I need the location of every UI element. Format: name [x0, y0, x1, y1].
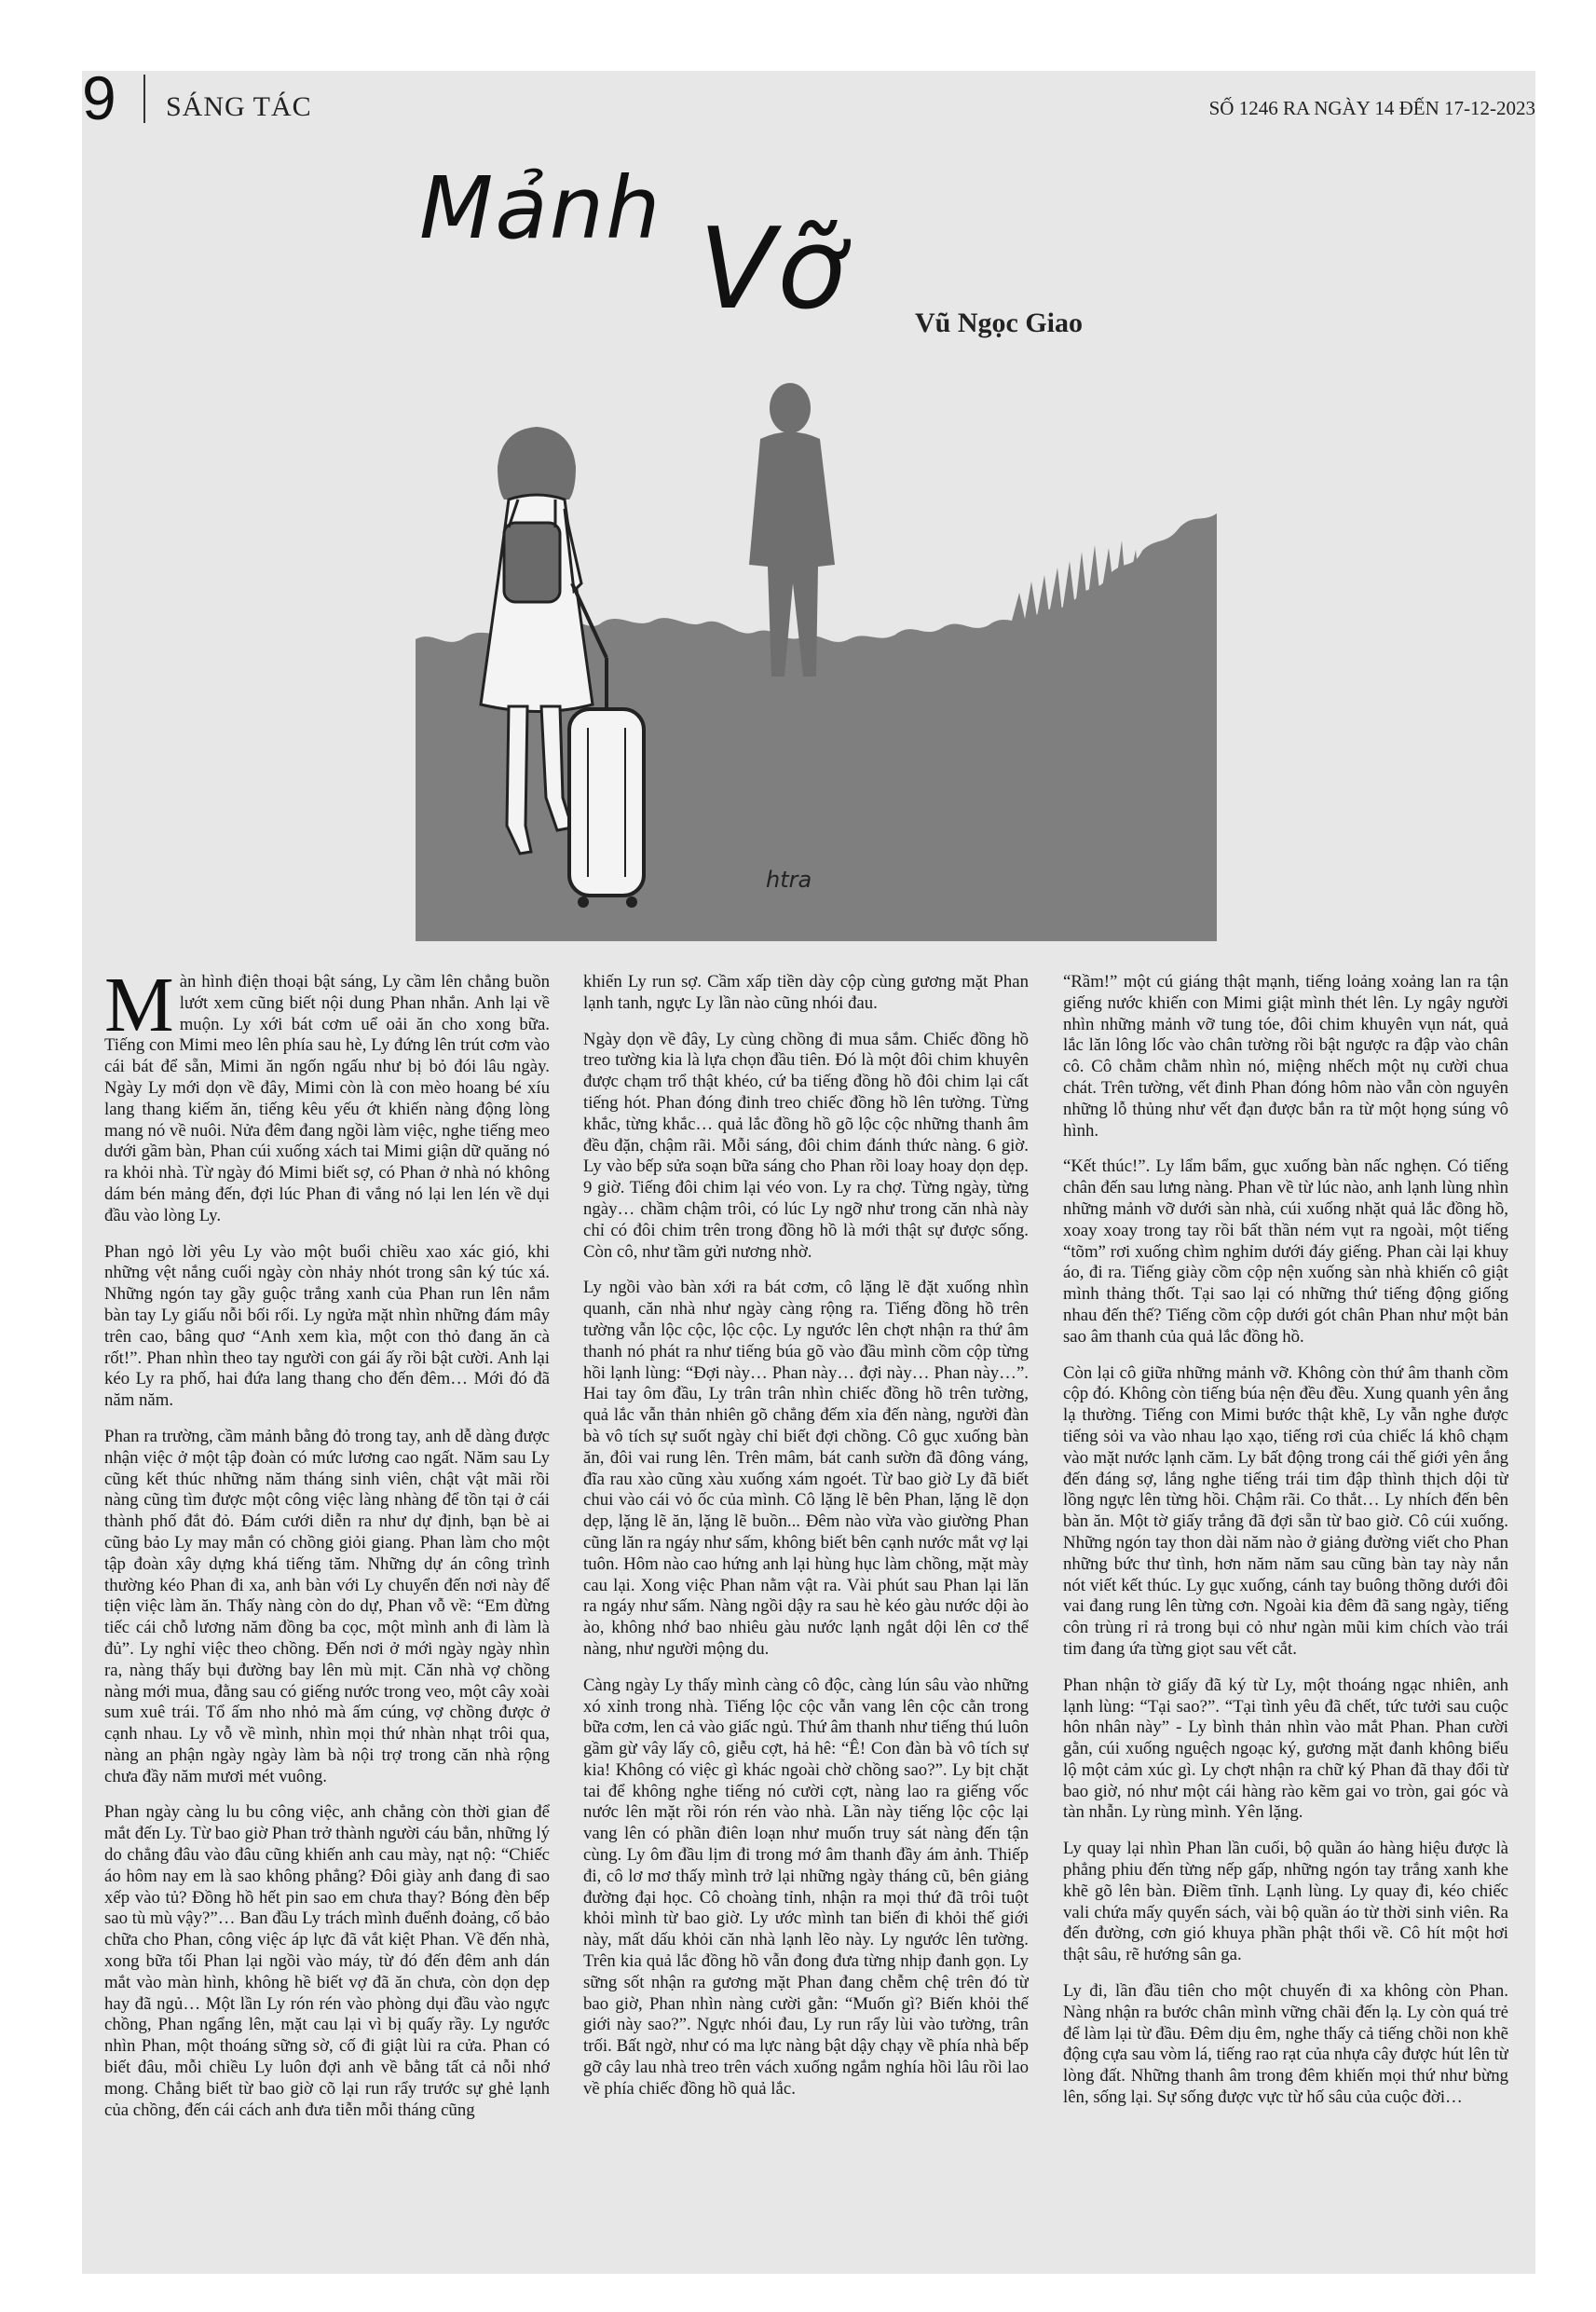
issue-info: SỐ 1246 RA NGÀY 14 ĐẾN 17-12-2023: [1208, 97, 1535, 119]
paragraph: Ly đi, lần đầu tiên cho một chuyến đi xa không còn Phan. Nàng nhận ra bước chân mình vững chãi đến lạ. Ly còn quá trẻ để làm lại từ đầu. Đêm dịu êm, nghe thấy cả tiếng chồi non khẽ động cựa sau vòm lá, tiếng rao rạt của nhựa cây được hút lên từ lòng đất. Những thanh âm trong đêm khiến mọi thứ như bừng lên, sống lại. Sự sống được vực từ hố sâu của cuộc đời…: [1063, 1981, 1508, 2108]
drop-cap: M: [104, 972, 174, 1048]
header-divider: [143, 75, 145, 123]
article-title: [419, 158, 941, 335]
paragraph: Ngày dọn về đây, Ly cùng chồng đi mua sắm. Chiếc đồng hồ treo tường kia là lựa chọn đầu tiên. Đó là một đôi chim khuyên được chạm trổ thật khéo, cứ ba tiếng đồng hồ đôi chim lại cất tiếng hót. Phan đóng đinh treo chiếc đồng hồ lên tường. Từng khắc, từng khắc… quả lắc đồng hồ gõ lộc cộc những thanh âm đều đặn, chậm rãi. Mỗi sáng, đôi chim đánh thức nàng. 6 giờ. Ly vào bếp sửa soạn bữa sáng cho Phan rồi loay hoay dọn dẹp. 9 giờ. Tiếng đôi chim lại véo von. Ly ra chợ. Từng ngày, từng ngày… chầm chậm trôi, có lúc Ly ngỡ như trong căn nhà này chỉ có đôi chim trên trong đồng hồ là mới thật sự được sống. Còn cô, như tầm gửi nương nhờ.: [583, 1029, 1029, 1262]
paragraph-1: [104, 972, 550, 1227]
title-word-2: Vỡ: [699, 205, 848, 335]
section-name: SÁNG TÁC: [166, 91, 312, 122]
page-number: 9: [82, 63, 116, 132]
article-column-1: [104, 972, 550, 2249]
paragraph: khiến Ly run sợ. Cầm xấp tiền dày cộp cùng gương mặt Phan lạnh tanh, ngực Ly lần nào cũng nhói đau.: [583, 972, 1029, 1013]
article-column-2: [583, 972, 1029, 2249]
paragraph: “Rầm!” một cú giáng thật mạnh, tiếng loảng xoảng lan ra tận giếng nước khiến con Mimi giật mình thét lên. Ly ngây người nhìn những mảnh vỡ tung tóe, đôi chim khuyên vụn nát, quả lắc lăn lông lốc vào chân tường rồi bật ngược ra đập vào chân cô. Cô chằm chằm nhìn nó, miệng nhếch một nụ cười chua chát. Trên tường, vết đinh Phan đóng hôm nào vẫn còn nguyên những lỗ thủng như vết đạn được bắn ra từ một họng súng vô hình.: [1063, 972, 1508, 1141]
first-paragraph-text: àn hình điện thoại bật sáng, Ly cầm lên chẳng buồn lướt xem cũng biết nội dung Phan nhắn. Anh lại về muộn. Ly xới bát cơm uể oải ăn cho xong bữa. Tiếng con Mimi meo lên phía sau hè, Ly đứng lên trút cơm vào cái bát để sẵn, Mimi ăn ngốn ngấu như bị bỏ đói lâu ngày. Ngày Ly mới dọn về đây, Mimi còn là con mèo hoang bé xíu lang thang kiếm ăn, tiếng kêu yếu ớt khiến nàng động lòng mang nó về nuôi. Nửa đêm đang ngồi làm việc, nghe tiếng meo dưới gầm bàn, Phan cúi xuống xách tai Mimi giận dữ quăng nó ra khỏi nhà. Từ ngày đó Mimi biết sợ, có Phan ở nhà nó không dám bén mảng đến, đợi lúc Phan đi vắng nó lại len lén về dụi đầu vào lòng Ly.: [104, 972, 550, 1225]
paragraph: Phan ra trường, cầm mảnh bằng đỏ trong tay, anh dễ dàng được nhận việc ở một tập đoàn có mức lương cao ngất. Năm sau Ly cũng kết thúc những năm tháng sinh viên, chật vật mãi rồi nàng cũng tìm được một công việc làng nhàng để tồn tại ở cái thành phố đắt đỏ. Đám cưới diễn ra như dự định, bạn bè ai cũng bảo Ly may mắn có chồng giỏi giang. Phan làm cho một tập đoàn xây dựng khá tiếng tăm. Những dự án công trình thường kéo Phan đi xa, anh bàn với Ly chuyển đến nơi này để tiện việc làm ăn. Thấy nàng còn do dự, Phan vỗ về: “Em đừng tiếc cái chỗ lương năm đồng ba cọc, một mình anh đi làm là đủ”. Ly nghỉ việc theo chồng. Đến nơi ở mới ngày ngày nhìn ra, nàng thấy bụi đường bay lên mù mịt. Căn nhà vợ chồng nàng mới mua, đằng sau có giếng nước trong veo, một cây xoài sum xuê trái. Tổ ấm nho nhỏ mà ấm cúng, vợ chồng được ở cạnh nhau. Ly vỗ về mình, nhìn mọi thứ nhàn nhạt trôi qua, nàng an phận ngày ngày làm bà nội trợ trong căn nhà rộng chưa đầy năm mươi mét vuông.: [104, 1426, 550, 1786]
paragraph: Càng ngày Ly thấy mình càng cô độc, càng lún sâu vào những xó xỉnh trong nhà. Tiếng lộc cộc vẫn vang lên cộc cằn trong bữa cơm, len cả vào giấc ngủ. Thứ âm thanh như tiếng thú luôn gầm gừ vây lấy cô, giễu cợt, hả hê: “Ê! Con đàn bà vô tích sự kia! Không có việc gì khác ngoài chờ chồng sao?”. Ly bịt chặt tai để không nghe tiếng nó cười cợt, nàng lao ra giếng vốc nước lên mặt rồi rón rén vào nhà. Lần này tiếng lộc cộc lại vang lên có phần điên loạn như muốn truy sát nàng đến tận cùng. Ly ôm đầu lịm đi trong mớ âm thanh đầy ám ảnh. Thiếp đi, cô lơ mơ thấy mình trở lại những ngày tháng cũ, bên giảng đường đại học. Cô choàng tỉnh, nhận ra mọi thứ đã trôi tuột khỏi mình từ bao giờ. Ly ước mình tan biến đi khỏi thế giới này, mất dấu khỏi căn nhà lạnh lẽo này. Ly ngước lên tường. Trên kia quả lắc đồng hồ vẫn đong đưa từng nhịp đanh gọn. Ly sững sốt nhận ra gương mặt Phan đang chễm chệ trên đó từ bao giờ, Phan nhìn nàng cười gằn: “Muốn gì? Biến khỏi thế giới này sao?”. Ngực nhói đau, Ly run rẩy lùi vào tường, trân trối. Bất ngờ, như có ma lực nàng bật dậy chạy về phía nhà bếp gỡ cây lau nhà treo trên vách xuống ngắm nghía hồi lâu rồi lao về phía chiếc đồng hồ quả lắc.: [583, 1675, 1029, 2099]
article-author: Vũ Ngọc Giao: [915, 308, 1083, 338]
paragraph: Ly quay lại nhìn Phan lần cuối, bộ quần áo hàng hiệu được là phẳng phiu đến từng nếp gấp, những ngón tay trắng xanh khe khẽ gõ lên bàn. Điềm tĩnh. Lạnh lùng. Ly quay đi, kéo chiếc vali chứa mấy quyển sách, vài bộ quần áo từ thời sinh viên. Ra đến đường, cơn gió khuya phần phật thổi về. Cô hít một hơi thật sâu, rẽ hướng sân ga.: [1063, 1839, 1508, 1965]
paragraph: Còn lại cô giữa những mảnh vỡ. Không còn thứ âm thanh cồm cộp đó. Không còn tiếng búa nện đều đều. Xung quanh yên ắng lạ thường. Tiếng con Mimi bước thật khẽ, Ly vẫn nghe được tiếng sỏi va vào nhau lạo xạo, tiếng rơi của chiếc lá khô chạm vào mặt nước lạnh căm. Ly bất động trong cái thế giới yên ắng đến đáng sợ, lắng nghe tiếng trái tim đập thình thịch dội từ lồng ngực lên từng hồi. Chậm rãi. Co thắt… Ly nhích đến bên bàn ăn. Một tờ giấy trắng đã đợi sẵn từ bao giờ. Cô cúi xuống. Những ngón tay thon dài năm nào ở giảng đường viết cho Phan những bức thư tình, hơn năm năm sau cũng bàn tay này nắn nót viết kết thúc. Ly gục xuống, cánh tay buông thõng dưới đôi vai đang rung lên từng cơn. Ngoài kia đêm đã sang ngày, tiếng côn trùng rỉ rả trong bụi cỏ như ngàn mũi kim chích vào trái tim đang ứa từng giọt sau vết cắt.: [1063, 1362, 1508, 1659]
paragraph: Phan nhận tờ giấy đã ký từ Ly, một thoáng ngạc nhiên, anh lạnh lùng: “Tại sao?”. “Tại tình yêu đã chết, tức tưởi sau cuộc hôn nhân này” - Ly bình thản nhìn vào mắt Phan. Phan cười gằn, cúi xuống nguệch ngoạc ký, gương mặt đanh không biểu lộ một cảm xúc gì. Ly chợt nhận ra chữ ký Phan đã thay đổi từ bao giờ, nó như một cái hàng rào kẽm gai vo tròn, gai góc và tàn nhẫn. Ly rùng mình. Yên lặng.: [1063, 1675, 1508, 1823]
illustration-signature: htra: [766, 867, 812, 893]
paragraph: Phan ngỏ lời yêu Ly vào một buổi chiều xao xác gió, khi những vệt nắng cuối ngày còn nhảy nhót trong sân ký túc xá. Những ngón tay gầy guộc trắng xanh của Phan run lên nắm bàn tay Ly giấu nỗi bối rối. Ly ngửa mặt nhìn những đám mây trên cao, bâng quơ “Anh xem kìa, một con thỏ đang ăn cà rốt!”. Phan nhìn theo tay người con gái ấy rồi bật cười. Anh lại kéo Ly ra phố, hai đứa lang thang cho đến đêm… Mới đó đã năm năm.: [104, 1241, 550, 1411]
paragraph: Ly ngồi vào bàn xới ra bát cơm, cô lặng lẽ đặt xuống nhìn quanh, căn nhà như ngày càng rộng ra. Tiếng đồng hồ trên tường vẫn lộc cộc, lộc cộc. Ly ngước lên chợt nhận ra thứ âm thanh nó phát ra như tiếng búa gõ vào đầu mình cồm cộp từng hồi lạnh lùng: “Đợi này… Phan này… đợi này… Phan này…”. Hai tay ôm đầu, Ly trân trân nhìn chiếc đồng hồ trên tường, quả lắc vẫn thản nhiên gõ chẳng đếm xỉa đến nàng, người đàn bà vô tích sự suốt ngày chỉ biết đợi chồng. Cô gục xuống bàn ăn, đôi vai rung lên. Trên mâm, bát canh sườn đã đông váng, đĩa rau xào cũng xàu xuống xám ngoét. Từ bao giờ Ly đã biết chui vào cái vỏ ốc của mình. Cô lặng lẽ bên Phan, lặng lẽ dọn dẹp, lặng lẽ ăn, lặng lẽ buồn... Đêm nào vừa vào giường Phan cũng lăn ra ngáy như sấm, không biết bên cạnh nước mắt vợ lại tuôn. Hôm nào cao hứng anh lại hùng hục làm chồng, mặt mày cau lại. Xong việc Phan nằm vật ra. Vài phút sau Phan lại lăn ra ngáy như sấm. Nàng ngồi dậy ra sau hè kéo gàu nước dội ào ào, không nhớ bao nhiêu gàu nước lạnh ngắt dội lên cơ thể nàng, như người mộng du.: [583, 1278, 1029, 1659]
title-word-1: Mảnh: [419, 158, 662, 258]
paragraph: “Kết thúc!”. Ly lẩm bẩm, gục xuống bàn nấc nghẹn. Có tiếng chân đến sau lưng nàng. Phan về từ lúc nào, anh lạnh lùng nhìn những mảnh vỡ dưới sàn nhà, cúi xuống nhặt quả lắc đồng hồ, xoay xoay trong tay rồi bất thần ném vụt ra ngoài, một tiếng “tõm” rơi xuống chìm nghỉm dưới đáy giếng. Phan cài lại khuy áo, đi ra. Tiếng giày cồm cộp nện xuống sàn nhà khiến cô giật mình thảng thốt. Tại sao lại có những thứ tiếng động giống nhau đến thế? Tiếng cồm cộp dưới gót chân Phan như một bản sao âm thanh của quả lắc đồng hồ.: [1063, 1156, 1508, 1347]
article-column-3: [1063, 972, 1508, 2249]
paragraph: Phan ngày càng lu bu công việc, anh chẳng còn thời gian để mắt đến Ly. Từ bao giờ Phan trở thành người cáu bẳn, những lý do chẳng đâu vào đâu cũng khiến anh cau mày, nạt nộ: “Chiếc áo hôm nay em là sao không phẳng? Đôi giày anh đang đi sao xếp vào tủ? Đồng hồ hết pin sao em chưa thay? Bóng đèn bếp sao tù mù vậy?”… Ban đầu Ly trách mình đuểnh đoảng, cố bảo chữa cho Phan, công việc áp lực đã vắt kiệt Phan. Về đến nhà, xong bữa tối Phan lại ngồi vào máy, từ đó đến đêm anh dán mắt vào màn hình, không hề biết vợ đã ăn chưa, còn dọn dẹp hay đã ngủ… Một lần Ly rón rén vào phòng dụi đầu vào ngực chồng, Phan ngẩng lên, mặt cau lại vì bị quấy rầy. Ly ngước nhìn Phan, một thoáng sững sờ, cố đi giật lùi ra cửa. Phan có biết đâu, mỗi chiều Ly luôn đợi anh về bằng tất cả nỗi nhớ mong. Chẳng biết từ bao giờ cõ lại run rẩy trước sự ghẻ lạnh của chồng, đến cái cách anh đưa tiễn mỗi tháng cũng: [104, 1802, 550, 2120]
story-illustration: [416, 360, 1217, 941]
page-header: [82, 65, 1535, 130]
